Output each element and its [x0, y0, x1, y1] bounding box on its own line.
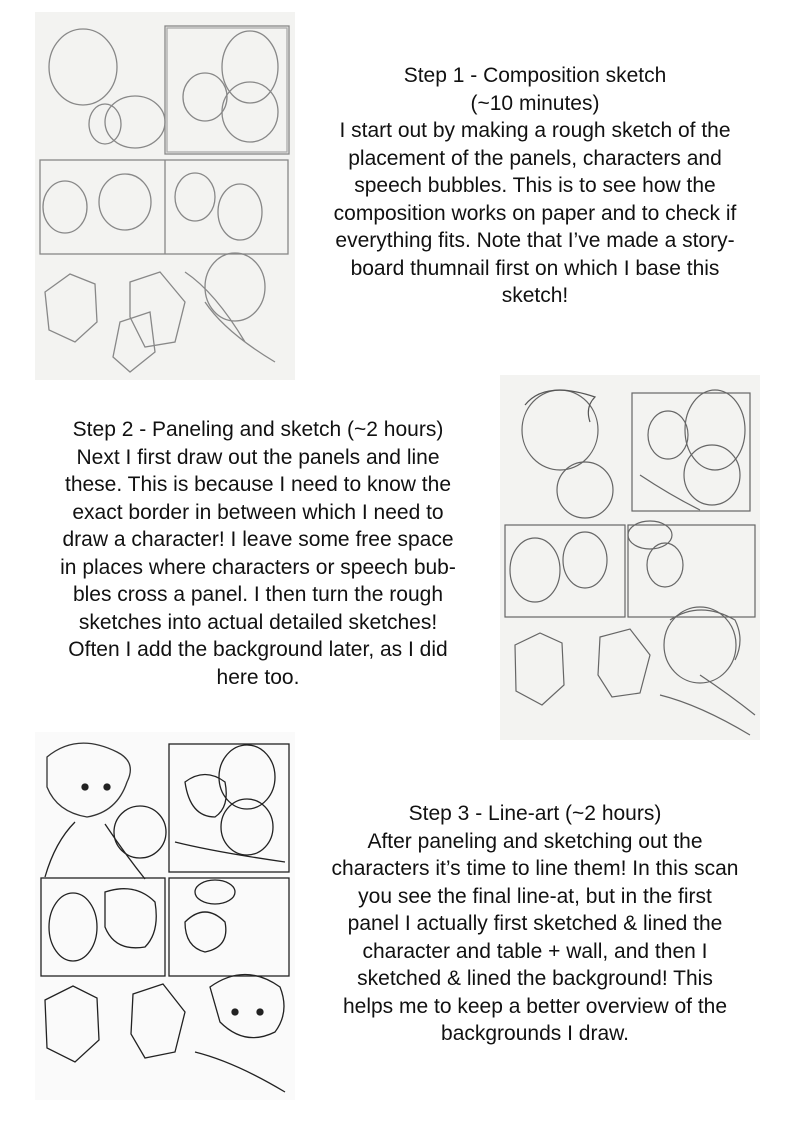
step-3-line: panel I actually first sketched & lined the — [347, 912, 723, 935]
step-1-line: placement of the panels, characters and — [348, 146, 722, 170]
step-2-line: sketches into actual detailed sketches! — [78, 610, 438, 634]
paneling-sketch-image — [500, 375, 760, 740]
step-1-title: Step 1 - Composition sketch — [403, 64, 667, 87]
step-1-line: composition works on paper and to check if — [333, 201, 737, 225]
step-1-line: everything fits. Note that I’ve made a story- — [335, 229, 735, 252]
step-3-line: characters it’s time to line them! In this scan — [331, 857, 739, 880]
step-2-line: Often I add the background later, as I did — [68, 638, 448, 661]
step-3-line: you see the final line-at, but in the first — [358, 884, 712, 908]
step-3-title: Step 3 - Line-art (~2 hours) — [408, 802, 662, 825]
step-3-line: backgrounds I draw. — [441, 1022, 629, 1045]
step-2-line: draw a character! I leave some free space — [62, 528, 454, 551]
composition-sketch-image — [35, 12, 295, 380]
step-2-line: in places where characters or speech bub- — [60, 555, 456, 579]
step-2-title: Step 2 - Paneling and sketch (~2 hours) — [72, 418, 444, 441]
step-1-text — [305, 62, 765, 310]
step-1-line: I start out by making a rough sketch of the — [339, 119, 731, 142]
step-3-line: sketched & lined the background! This — [357, 967, 713, 990]
step-1-duration: (~10 minutes) — [470, 91, 600, 115]
step-3-line: helps me to keep a better overview of the — [342, 994, 728, 1018]
step-2-text — [25, 416, 491, 691]
step-3-line: After paneling and sketching out the — [367, 829, 703, 853]
step-2-line: exact border in between which I need to — [72, 500, 444, 524]
step-3-text — [302, 800, 768, 1048]
step-1-line: speech bubbles. This is to see how the — [354, 174, 716, 197]
line-art-image — [35, 732, 295, 1100]
step-2-line: here too. — [216, 665, 300, 689]
step-3-line: character and table + wall, and then I — [362, 939, 708, 963]
step-1-line: sketch! — [501, 284, 569, 307]
step-2-line: bles cross a panel. I then turn the rough — [72, 583, 444, 606]
step-2-line: Next I first draw out the panels and line — [76, 445, 440, 469]
step-1-line: board thumnail first on which I base this — [350, 256, 720, 280]
step-2-line: these. This is because I need to know the — [64, 473, 452, 496]
